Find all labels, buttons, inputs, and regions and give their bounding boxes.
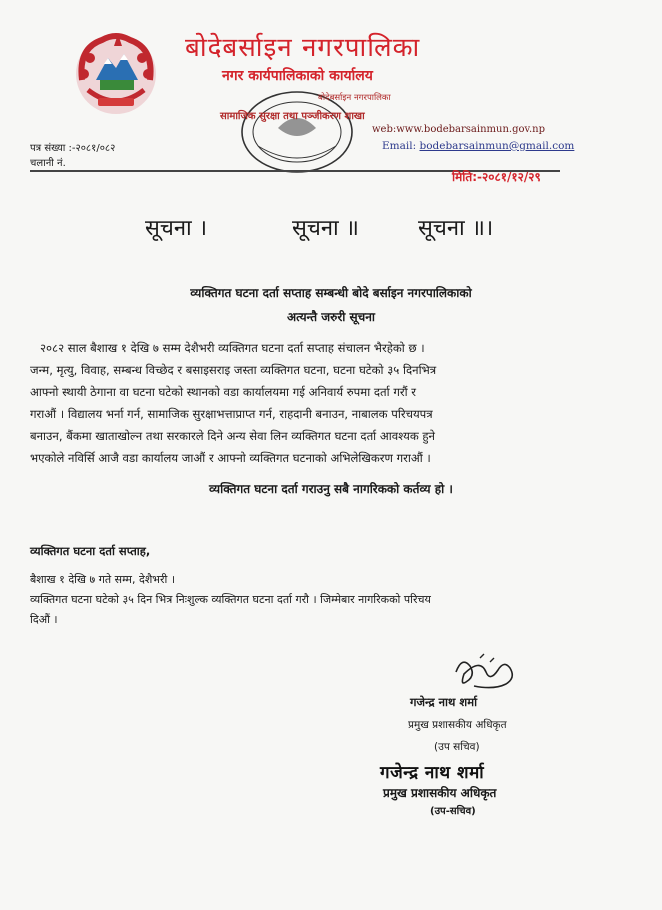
email-label: Email: xyxy=(382,140,417,152)
stamp-name: गजेन्द्र नाथ शर्मा xyxy=(380,763,485,783)
seal-text: बोदेबर्साइन नगरपालिका xyxy=(318,93,391,103)
notice-body xyxy=(30,337,575,469)
dispatch-number: चलानी नं. xyxy=(30,158,66,169)
notice-title-line-1: व्यक्तिगत घटना दर्ता सप्ताह सम्बन्धी बोदे बर्साइन नगरपालिकाको xyxy=(190,286,472,300)
letter-date: मिति:-२०८१/१२/२९ xyxy=(452,170,541,184)
branch-name: सामाजिक सुरक्षा तथा पञ्जीकरण शाखा xyxy=(220,111,365,122)
email-link[interactable]: bodebarsainmun@gmail.com xyxy=(419,140,575,152)
stamp-rank: (उप-सचिव) xyxy=(430,806,476,817)
week-line-1: बैशाख १ देखि ७ गते सम्म, देशैभरी । xyxy=(30,573,176,586)
website-text: web:www.bodebarsainmun.gov.np xyxy=(372,124,545,135)
week-line-3: दिऔं । xyxy=(30,613,58,626)
municipality-name: बोदेबर्साइन नगरपालिका xyxy=(185,33,421,63)
body-line: भएकोले नविर्सि आजै वडा कार्यालय जाऔं र आफ्नो व्यक्तिगत घटनाको अभिलेखिकरण गराऔं । xyxy=(30,451,431,465)
body-line: बनाउन, बैंकमा खाताखोल्न तथा सरकारले दिने अन्य सेवा लिन व्यक्तिगत घटना दर्ता आवश्यक हुने xyxy=(30,429,435,443)
body-line: जन्म, मृत्यु, विवाह, सम्बन्ध विच्छेद र बसाइसराइ जस्ता व्यक्तिगत घटना, घटना घटेको ३५ दिनभित्र xyxy=(30,363,437,377)
body-line: आफ्नो स्थायी ठेगाना वा घटना घटेको स्थानको वडा कार्यालयमा गई अनिवार्य रुपमा दर्ता गरौं र xyxy=(30,385,417,399)
body-line: गराऔं । विद्यालय भर्ना गर्न, सामाजिक सुरक्षाभत्ताप्राप्त गर्न, राहदानी बनाउन, नाबालक परिचयपत्र xyxy=(30,407,433,421)
signatory-name: गजेन्द्र नाथ शर्मा xyxy=(410,695,478,709)
week-title: व्यक्तिगत घटना दर्ता सप्ताह, xyxy=(30,544,151,558)
signatory-rank: (उप सचिव) xyxy=(434,741,480,753)
notice-word-1: सूचना । xyxy=(145,216,208,241)
body-line: २०८२ साल बैशाख १ देखि ७ सम्म देशैभरी व्यक्तिगत घटना दर्ता सप्ताह संचालन भैरहेको छ । xyxy=(40,341,425,355)
email-line xyxy=(382,140,574,152)
stamp-title: प्रमुख प्रशासकीय अधिकृत xyxy=(383,786,497,800)
office-name: नगर कार्यपालिकाको कार्यालय xyxy=(222,68,373,84)
notice-word-2: सूचना ॥ xyxy=(292,216,359,241)
reference-number: पत्र संख्या :-२०८१/०८२ xyxy=(30,143,116,154)
handwritten-signature-icon xyxy=(450,648,520,693)
nepal-emblem-icon xyxy=(68,28,164,120)
signatory-title: प्रमुख प्रशासकीय अधिकृत xyxy=(408,719,507,731)
week-line-2: व्यक्तिगत घटना घटेको ३५ दिन भित्र निःशुल्क व्यक्तिगत घटना दर्ता गरौ । जिम्मेबार नागरिकको परिचय xyxy=(30,593,431,606)
notice-title-line-2: अत्यन्तै जरुरी सूचना xyxy=(286,310,376,324)
notice-word-3: सूचना ॥। xyxy=(418,216,494,241)
duty-statement: व्यक्तिगत घटना दर्ता गराउनु सबै नागरिकको कर्तव्य हो । xyxy=(209,482,453,496)
